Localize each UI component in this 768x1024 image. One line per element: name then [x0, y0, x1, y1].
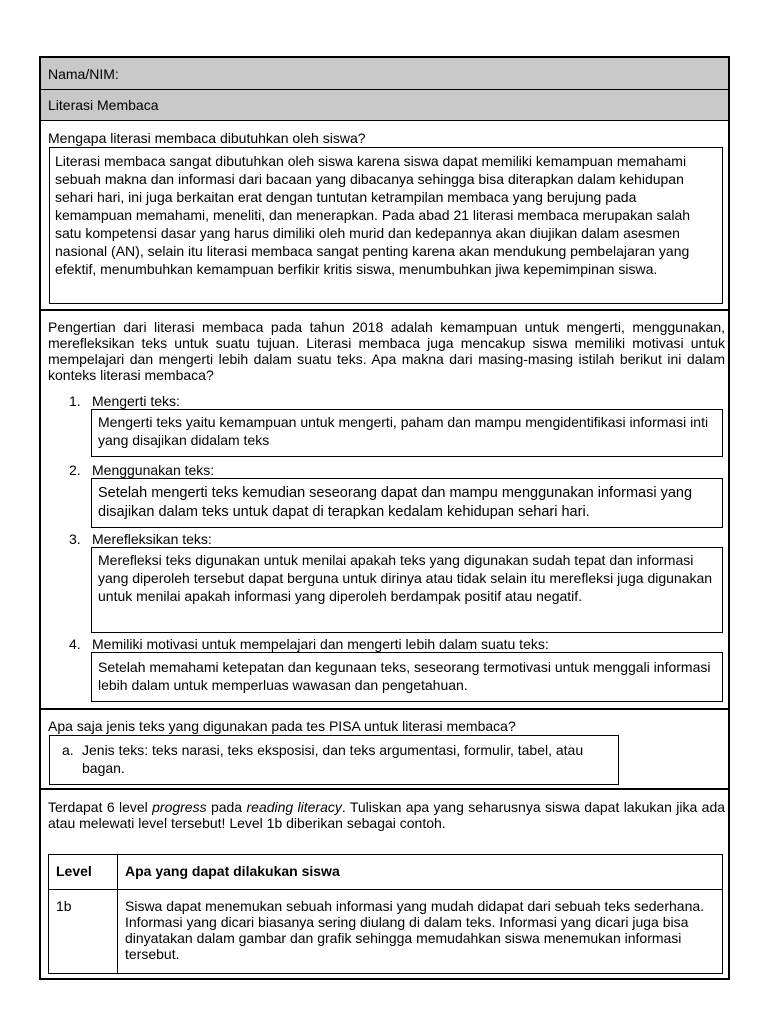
question-2-section [41, 311, 728, 710]
item-2-term: Menggunakan teks: [92, 462, 215, 478]
question-1-answer: Literasi membaca sangat dibutuhkan oleh siswa karena siswa dapat memiliki kemampuan memahami sebuah makna dan informasi dari bacaan yang dibacanya sehingga bisa diterapkan dalam kehidupan sehari hari, ini juga berkaitan erat dengan tuntutan ketrampilan membaca yang berujung pada kemampuan memahami, meneliti, dan menerapkan. Pada abad 21 literasi membaca merupakan salah satu kompetensi dasar yang harus dimiliki oleh murid dan kedepannya akan diujikan dalam asesmen nasional (AN), selain itu literasi membaca sangat penting karena akan mendukung pembelajaran yang efektif, menumbuhkan kemampuan berfikir kritis siswa, menumbuhkan jiwa kepemimpinan siswa. [55, 153, 691, 277]
item-2-answer-box [91, 478, 723, 528]
level-table-header-row [49, 855, 723, 890]
question-4-intro-progress: progress [152, 799, 207, 815]
item-4-answer-box [91, 652, 723, 702]
table-row [49, 890, 723, 974]
worksheet-frame [39, 56, 730, 980]
question-4-intro-part: . Tuliskan apa yang seharusnya siswa dapat lakukan jika ada atau melewati level tersebut! Level 1b diberikan sebagai contoh. [48, 799, 726, 831]
item-3-answer-box [91, 547, 723, 633]
question-2-intro: Pengertian dari literasi membaca pada tahun 2018 adalah kemampuan untuk mengerti, menggunakan, merefleksikan teks untuk suatu tujuan. Literasi membaca juga mencakup siswa memiliki motivasi untuk mempelajari dan mengerti lebih dalam suatu teks. Apa makna dari masing-masing istilah berikut ini dalam konteks literasi membaca? [48, 319, 725, 383]
question-1-section [41, 121, 728, 311]
item-1-answer: Mengerti teks yaitu kemampuan untuk mengerti, paham dan mampu mengidentifikasi informasi inti yang disajikan didalam teks [98, 414, 709, 448]
item-3-term: Merefleksikan teks: [92, 531, 212, 547]
level-cell: 1b [49, 890, 118, 974]
description-cell: Siswa dapat menemukan sebuah informasi yang mudah didapat dari sebuah teks sederhana. Informasi yang dicari biasanya sering diulang di dalam teks. Informasi yang dicari juga bisa dinyatakan dalam gambar dan grafik sehingga memudahkan siswa menemukan informasi tersebut. [118, 890, 723, 974]
name-nim-label: Nama/NIM: [48, 65, 119, 82]
level-table [48, 854, 723, 974]
question-4-intro-reading-literacy: reading literacy [246, 799, 342, 815]
question-4-intro [48, 799, 725, 831]
question-4-intro-part: pada [206, 799, 247, 815]
question-1-answer-box [49, 147, 723, 304]
item-4-answer: Setelah memahami ketepatan dan kegunaan teks, seseorang termotivasi untuk menggali informasi lebih dalam untuk memperluas wawasan dan pengetahuan. [98, 659, 711, 693]
question-1-text: Mengapa literasi membaca dibutuhkan oleh siswa? [48, 130, 366, 146]
description-column-header: Apa yang dapat dilakukan siswa [118, 855, 723, 890]
item-3-answer: Merefleksi teks digunakan untuk menilai apakah teks yang digunakan sudah tepat dan informasi yang diperoleh tersebut dapat berguna untuk dirinya atau tidak selain itu merefleksi juga digunakan untuk menilai apakah informasi yang diperoleh berdampak positif atau negatif. [98, 552, 713, 604]
section-title-row [41, 90, 728, 121]
item-1-answer-box [91, 409, 723, 457]
level-column-header: Level [49, 855, 118, 890]
question-4-section [41, 790, 728, 978]
section-title: Literasi Membaca [48, 97, 159, 113]
item-1-term: Mengerti teks: [92, 393, 180, 409]
name-nim-row [41, 58, 728, 90]
question-3-text: Apa saja jenis teks yang digunakan pada tes PISA untuk literasi membaca? [48, 718, 516, 734]
question-3-answer-marker: a. [62, 742, 74, 758]
item-2-answer: Setelah mengerti teks kemudian seseorang dapat dan mampu menggunakan informasi yang disajikan dalam teks untuk dapat di terapkan kedalam kehidupan sehari hari. [98, 485, 693, 520]
question-3-answer-box [49, 735, 619, 785]
question-3-answer: Jenis teks: teks narasi, teks eksposisi, dan teks argumentasi, formulir, tabel, atau bagan. [82, 742, 584, 776]
question-3-section [41, 710, 728, 790]
item-2-number: 2. [69, 462, 81, 478]
question-4-intro-part: Terdapat 6 level [48, 799, 153, 815]
item-3-number: 3. [69, 531, 81, 547]
item-1-number: 1. [69, 393, 81, 409]
item-4-term: Memiliki motivasi untuk mempelajari dan mengerti lebih dalam suatu teks: [92, 636, 549, 652]
item-4-number: 4. [69, 636, 81, 652]
